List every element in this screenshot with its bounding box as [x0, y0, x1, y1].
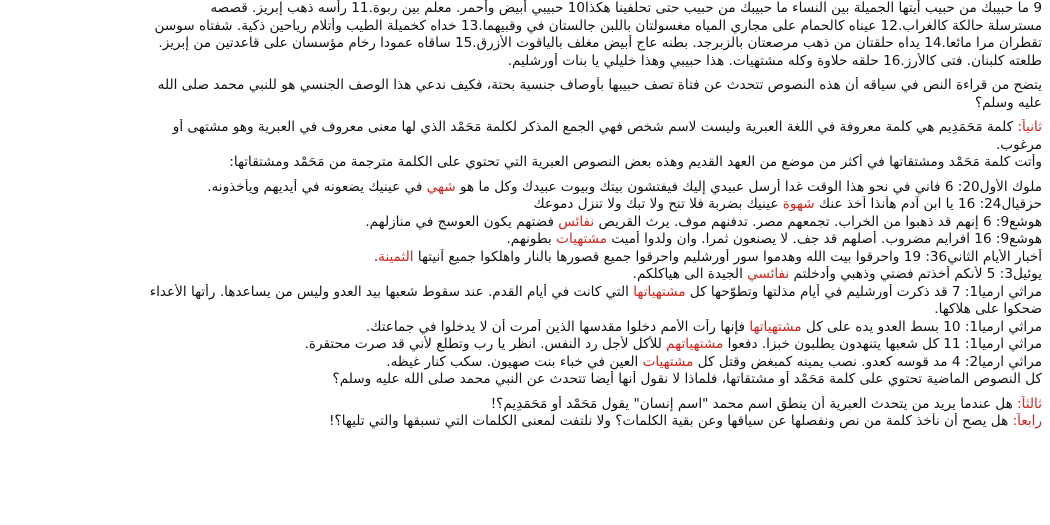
text-line	[6, 119, 1042, 137]
text-line	[6, 396, 1042, 414]
text-line	[6, 266, 1042, 284]
text-segment: العين في خباء بنت صهيون. سكب كنار غيظه.	[386, 353, 643, 370]
text-line	[6, 413, 1042, 431]
paragraph-gap	[6, 70, 1042, 77]
text-segment: مسترسلة حالكة كالغراب.12 عيناه كالحمام على مجاري المياه مغسولتان باللبن جالستان في وقبيهما.13 خداه كخميلة الطيب وأتلام رياحين ذكية. شفتاه سوسن	[154, 17, 1042, 34]
text-segment: هوشع9: 16 افرايم مضروب. أصلهم قد جف. لا يصنعون ثمرا. وان ولدوا أميت	[607, 231, 1042, 247]
text-line	[6, 319, 1042, 337]
text-line	[6, 196, 1042, 214]
text-segment: وأتت كلمة مَحَمْد ومشتقاتها في أكثر من موضع من العهد القديم وهذه بعض النصوص العبرية التي تحتوي على الكلمة مترجمة من مَحَمْد ومشتقاتها:	[229, 154, 1042, 170]
paragraph-gap	[6, 172, 1042, 179]
text-segment: حزقيال24: 16 يا ابن آدم هأنذا آخذ عنك	[814, 196, 1042, 212]
text-segment: .	[373, 248, 379, 265]
text-segment: ملوك الأول20: 6 فاني في نحو هذا الوقت غدا أرسل عبيدي إليك فيفتشون بيتك وبيوت عبيدك وكل ما هو	[455, 178, 1042, 195]
text-line	[6, 77, 1042, 95]
text-segment: مرغوب.	[995, 136, 1042, 153]
text-line	[6, 231, 1042, 249]
highlighted-text: ثالثاً:	[1017, 395, 1042, 412]
highlighted-text: مشتهياتها	[749, 318, 802, 335]
text-segment: فإنها رأت الأمم دخلوا مقدسها الذين أمرت أن لا يدخلوا في جماعتك.	[365, 318, 750, 335]
highlighted-text: شهي	[426, 178, 456, 195]
text-segment: هل عندما يريد من يتحدث العبرية أن ينطق اسم محمد "اسم إنسان" يقول مَحَمْد أو مَحَمَدِيم؟!	[490, 395, 1018, 412]
highlighted-text: رابعاً:	[1012, 413, 1042, 429]
text-segment: مراثي ارميا1: 10 بسط العدو يده على كل	[801, 318, 1042, 335]
text-segment: كلمة مَحَمَدِيم هي كلمة معروفة في اللغة العبرية وليست لاسم شخص فهي الجمع المذكر لكلمة مَحَمْد الذي لها معنى معروف في العبرية وهو مشتهى أو	[172, 119, 1018, 135]
text-segment: 9 ما حبيبك من حبيب أيتها الجميلة بين النساء ما حبيبك من حبيب حتى تحلفينا هكذا10 حبيبي أبيض وأحمر. معلم بين ربوة.11 رأسه ذهب إبريز. قصصه	[210, 0, 1042, 16]
highlighted-text: نفائسي	[747, 266, 790, 282]
highlighted-text: الثمينة	[378, 248, 414, 265]
text-segment: الجيدة الى هياكلكم.	[632, 266, 748, 282]
text-segment: ضحكوا على هلاكها.	[934, 301, 1042, 317]
text-segment: فضتهم يكون العوسج في منازلهم.	[365, 213, 559, 230]
text-line	[6, 354, 1042, 372]
text-line	[6, 249, 1042, 267]
text-segment: عليه وسلم؟	[974, 94, 1042, 111]
text-line	[6, 137, 1042, 155]
text-segment: مراثي ارميا1: 11 كل شعبها يتنهدون يطلبون خبزا. دفعوا	[723, 336, 1042, 352]
highlighted-text: نفائس	[558, 213, 595, 230]
text-segment: تقطران مرا مائعا.14 يداه حلقتان من ذهب مرصعتان بالزبرجد. بطنه عاج أبيض مغلف بالياقوت الأزرق.15 ساقاه عمودا رخام مؤسسان على قاعدتين من إبريز.	[158, 35, 1042, 51]
text-segment: كل النصوص الماضية تحتوي على كلمة مَحَمْد أو مشتقاتها، فلماذا لا نقول أنها أيضا تتحدث عن النبي محمد صلى الله عليه وسلم؟	[332, 371, 1042, 387]
text-line	[6, 154, 1042, 172]
text-segment: عينيك بضربة فلا تنح ولا تبك ولا تنزل دموعك	[533, 196, 783, 212]
highlighted-text: ثانياً:	[1017, 119, 1042, 135]
text-segment: هل يصح أن نأخذ كلمة من نص ونفصلها عن سياقها وعن بقية الكلمات؟ ولا نلتفت لمعنى الكلمات التي تسبقها والتي تليها؟!	[329, 413, 1013, 429]
text-segment: مراثي ارميا2: 4 مد قوسه كعدو. نصب يمينه كمبغض وقتل كل	[693, 353, 1042, 370]
text-line	[6, 371, 1042, 389]
text-line	[6, 284, 1042, 302]
text-line	[6, 336, 1042, 354]
text-segment: أخبار الأيام الثاني36: 19 واحرقوا بيت الله وهدموا سور أورشليم واحرقوا جميع قصورها بالنار واهلكوا جميع آنيتها	[413, 248, 1042, 265]
text-segment: في عينيك يضعونه في أيديهم ويأخذونه.	[207, 178, 427, 195]
text-segment: مراثي ارميا1: 7 قد ذكرت أورشليم في أيام مذلتها وتطوّحها كل	[685, 283, 1042, 300]
text-segment: طلعته كلبنان. فتى كالأرز.16 حلقه حلاوة وكله مشتهيات. هذا حبيبي وهذا خليلي يا بنات أورشليم.	[507, 52, 1042, 69]
text-line	[6, 179, 1042, 197]
text-segment: للأكل لأجل رد النفس. انظر يا رب وتطلع لأني قد صرت محتقرة.	[304, 336, 667, 352]
highlighted-text: مشتهياتها	[633, 283, 686, 300]
text-segment: يتضح من قراءة النص في سياقه أن هذه النصوص تتحدث عن فتاة تصف حبيبها بأوصاف جنسية بحتة، فكيف ندعي هذا الوصف الجنسي هو للنبي محمد صلى الله	[157, 77, 1042, 93]
text-line	[6, 214, 1042, 232]
text-segment: بطونهم.	[506, 231, 557, 247]
highlighted-text: مشتهيات	[642, 353, 694, 370]
highlighted-text: مشتهيات	[556, 231, 607, 247]
text-segment: هوشع9: 6 إنهم قد ذهبوا من الخراب. تجمعهم مصر. تدفنهم موف. يرث القريص	[594, 213, 1042, 230]
text-line	[6, 95, 1042, 113]
highlighted-text: شهوة	[782, 196, 815, 212]
text-line	[6, 18, 1042, 36]
text-line	[6, 53, 1042, 71]
paragraph-gap	[6, 112, 1042, 119]
document-body	[6, 0, 1042, 431]
paragraph-gap	[6, 389, 1042, 396]
text-line	[6, 35, 1042, 53]
text-segment: يوئيل3: 5 لأنكم أخذتم فضتي وذهبي وأدخلتم	[789, 266, 1042, 282]
text-line	[6, 301, 1042, 319]
highlighted-text: مشتهياتهم	[666, 336, 724, 352]
text-line	[6, 0, 1042, 18]
text-segment: التي كانت في أيام القدم. عند سقوط شعبها بيد العدو وليس من يساعدها. رأتها الأعداء	[149, 283, 634, 300]
